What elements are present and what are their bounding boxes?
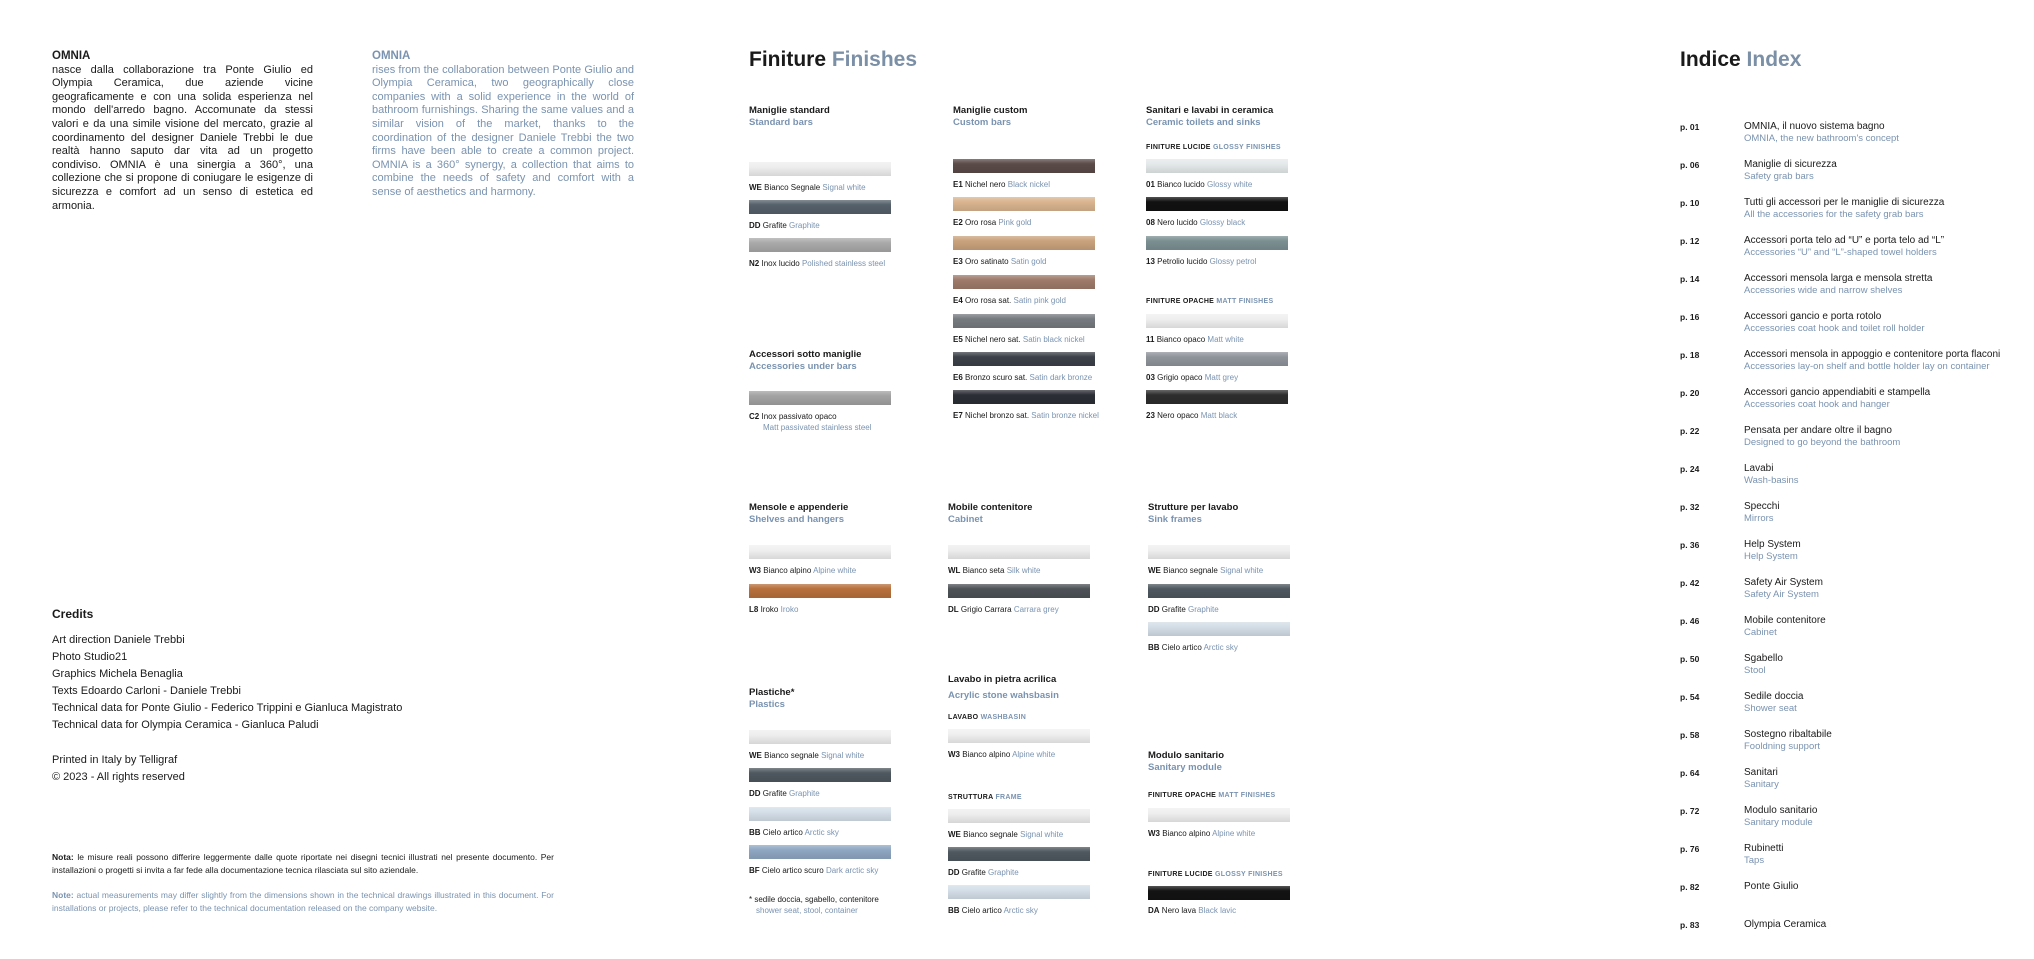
index-entry-title: Tutti gli accessori per le maniglie di sicurezza <box>1744 197 1945 208</box>
finish-swatch <box>749 545 891 559</box>
section-title: Maniglie custom <box>953 105 1028 116</box>
finish-caption: 23 Nero opaco Matt black <box>1146 411 1238 420</box>
finish-caption-en: Matt passivated stainless steel <box>763 423 872 432</box>
section-title: Sanitari e lavabi in ceramica <box>1146 105 1274 116</box>
finish-swatch <box>953 236 1095 250</box>
index-page-number: p. 06 <box>1680 160 1700 170</box>
finish-swatch <box>948 584 1090 598</box>
finish-group-label: STRUTTURA FRAME <box>948 794 1022 801</box>
index-entry-subtitle: Safety grab bars <box>1744 171 1814 182</box>
section-title: Lavabo in pietra acrilica <box>948 674 1057 685</box>
finish-caption: N2 Inox lucido Polished stainless steel <box>749 259 886 268</box>
finish-caption: W3 Bianco alpino Alpine white <box>749 566 857 575</box>
note-text-en: actual measurements may differ slightly from the dimensions shown in the technical drawings illustrated in this document. For installations or projects, please refer to the technical documentation released on the company website. <box>52 890 554 913</box>
finish-swatch <box>953 314 1095 328</box>
credit-line: Graphics Michela Benaglia <box>52 668 183 680</box>
intro-english <box>372 50 634 200</box>
note-label-it: Nota: <box>52 852 74 862</box>
index-entry-subtitle: Wash-basins <box>1744 475 1799 486</box>
finish-swatch <box>948 885 1090 899</box>
finish-swatch <box>1146 390 1288 404</box>
section-subtitle: Sanitary module <box>1148 762 1222 773</box>
finish-swatch <box>953 197 1095 211</box>
index-entry-subtitle: Accessories coat hook and hanger <box>1744 399 1890 410</box>
finish-swatch <box>1146 352 1288 366</box>
finish-caption: BB Cielo artico Arctic sky <box>948 906 1038 915</box>
intro-text-en: rises from the collaboration between Ponte Giulio and Olympia Ceramica, two geographically close companies with a solid experience in the world of bathroom furnishings. Sharing the same values and a similar vision of the market, thanks to the coordination of the designer Daniele Trebbi the two firms have been able to create a common project. OMNIA is a 360° synergy, a collection that aims to combine the needs of safety and comfort with a sense of aesthetics and harmony. <box>372 63 634 198</box>
finish-caption: L8 Iroko Iroko <box>749 605 799 614</box>
finish-swatch <box>749 730 891 744</box>
finish-caption: DD Grafite Graphite <box>749 221 820 230</box>
index-page-number: p. 24 <box>1680 464 1700 474</box>
finish-swatch <box>953 275 1095 289</box>
index-entry-subtitle: Help System <box>1744 551 1798 562</box>
finish-caption: WE Bianco segnale Signal white <box>948 830 1064 839</box>
index-entry-subtitle: Stool <box>1744 665 1766 676</box>
index-page-number: p. 36 <box>1680 540 1700 550</box>
finish-caption: W3 Bianco alpino Alpine white <box>948 750 1056 759</box>
index-entry-title: Accessori porta telo ad “U” e porta telo ad “L” <box>1744 235 1945 246</box>
finish-group-label: FINITURE LUCIDE GLOSSY FINISHES <box>1148 871 1283 878</box>
finish-caption: E1 Nichel nero Black nickel <box>953 180 1050 189</box>
finish-caption: DA Nero lava Black lavic <box>1148 906 1237 915</box>
finishes-title-en: Finishes <box>831 48 918 71</box>
section-subtitle: Cabinet <box>948 514 983 525</box>
index-entry-subtitle: Shower seat <box>1744 703 1797 714</box>
index-entry-title: Ponte Giulio <box>1744 881 1799 892</box>
finish-swatch <box>948 545 1090 559</box>
finish-swatch <box>749 845 891 859</box>
index-entry-title: Rubinetti <box>1744 843 1784 854</box>
index-entry-subtitle: Safety Air System <box>1744 589 1819 600</box>
section-title: Strutture per lavabo <box>1148 502 1239 513</box>
index-page-number: p. 72 <box>1680 806 1700 816</box>
finish-caption: WL Bianco seta Silk white <box>948 566 1041 575</box>
index-entry-title: Accessori mensola in appoggio e contenitore porta flaconi <box>1744 349 2001 360</box>
finish-caption: WE Bianco segnale Signal white <box>1148 566 1264 575</box>
index-page-number: p. 54 <box>1680 692 1700 702</box>
index-entry-subtitle: Taps <box>1744 855 1765 866</box>
plastics-footnote: * sedile doccia, sgabello, contenitore <box>749 895 879 904</box>
index-page-number: p. 32 <box>1680 502 1700 512</box>
finish-caption: WE Bianco Segnale Signal white <box>749 183 866 192</box>
section-subtitle: Standard bars <box>749 117 813 128</box>
index-page-number: p. 12 <box>1680 236 1700 246</box>
index-page-number: p. 82 <box>1680 882 1700 892</box>
index-entry-subtitle: Accessories lay-on shelf and bottle holder lay on container <box>1744 361 1990 372</box>
finish-caption: E6 Bronzo scuro sat. Satin dark bronze <box>953 373 1093 382</box>
index-entry-subtitle: Accessories “U” and “L”-shaped towel holders <box>1744 247 1937 258</box>
index-entry-title: Accessori gancio appendiabiti e stampella <box>1744 387 1931 398</box>
intro-brand-en: OMNIA <box>372 50 411 62</box>
finish-caption: WE Bianco segnale Signal white <box>749 751 865 760</box>
index-page-number: p. 83 <box>1680 920 1700 930</box>
note-english <box>52 889 554 914</box>
section-subtitle: Plastics <box>749 699 785 710</box>
index-page-number: p. 46 <box>1680 616 1700 626</box>
index-entry-subtitle: Accessories coat hook and toilet roll holder <box>1744 323 1925 334</box>
credit-line: Texts Edoardo Carloni - Daniele Trebbi <box>52 685 241 697</box>
section-title: Mobile contenitore <box>948 502 1033 513</box>
intro-italian <box>52 50 313 213</box>
finish-swatch <box>1148 584 1290 598</box>
finish-caption: BB Cielo artico Arctic sky <box>1148 643 1238 652</box>
finish-swatch <box>948 847 1090 861</box>
finish-caption: 08 Nero lucido Glossy black <box>1146 218 1246 227</box>
index-entry-subtitle: Sanitary module <box>1744 817 1813 828</box>
index-entry-title: OMNIA, il nuovo sistema bagno <box>1744 121 1885 132</box>
finish-caption: 11 Bianco opaco Matt white <box>1146 335 1244 344</box>
finish-swatch <box>749 584 891 598</box>
index-entry-title: Help System <box>1744 539 1801 550</box>
finish-swatch <box>749 768 891 782</box>
index-entry-subtitle: Fooldning support <box>1744 741 1821 752</box>
index-entry-title: Sanitari <box>1744 767 1778 778</box>
finish-swatch <box>948 809 1090 823</box>
finish-swatch <box>1148 622 1290 636</box>
index-entry-title: Mobile contenitore <box>1744 615 1826 626</box>
credit-line: Photo Studio21 <box>52 651 128 663</box>
finishes-title <box>749 48 917 72</box>
finish-caption: 01 Bianco lucido Glossy white <box>1146 180 1253 189</box>
finishes-title-it: Finiture <box>749 48 826 71</box>
finish-swatch <box>1146 159 1288 173</box>
section-subtitle: Ceramic toilets and sinks <box>1146 117 1261 128</box>
index-page-number: p. 20 <box>1680 388 1700 398</box>
finish-caption: BF Cielo artico scuro Dark arctic sky <box>749 866 879 875</box>
note-italian <box>52 851 554 876</box>
index-page-number: p. 18 <box>1680 350 1700 360</box>
credit-line: Technical data for Ponte Giulio - Federico Trippini e Gianluca Magistrato <box>52 702 403 714</box>
index-entry-subtitle: OMNIA, the new bathroom's concept <box>1744 133 1899 144</box>
section-title: Modulo sanitario <box>1148 750 1224 761</box>
index-title-it: Indice <box>1680 48 1741 71</box>
section-title: Maniglie standard <box>749 105 830 116</box>
finish-caption: E3 Oro satinato Satin gold <box>953 257 1047 266</box>
finish-caption: DD Grafite Graphite <box>948 868 1019 877</box>
finish-swatch <box>1148 886 1290 900</box>
plastics-footnote-en: shower seat, stool, container <box>756 906 858 915</box>
finish-swatch <box>1146 236 1288 250</box>
index-page-number: p. 22 <box>1680 426 1700 436</box>
index-entry-title: Sgabello <box>1744 653 1783 664</box>
section-title: Plastiche* <box>749 687 795 698</box>
section-title: Mensole e appenderie <box>749 502 849 513</box>
finish-caption: E2 Oro rosa Pink gold <box>953 218 1032 227</box>
index-entry-subtitle: Designed to go beyond the bathroom <box>1744 437 1901 448</box>
index-page-number: p. 42 <box>1680 578 1700 588</box>
finish-caption: BB Cielo artico Arctic sky <box>749 828 839 837</box>
index-page-number: p. 14 <box>1680 274 1700 284</box>
index-entry-subtitle: Cabinet <box>1744 627 1777 638</box>
index-entry-title: Pensata per andare oltre il bagno <box>1744 425 1892 436</box>
note-text-it: le misure reali possono differire leggermente dalle quote riportate nei disegni tecnici illustrati nel presente documento. Per installazioni o progetti si invita a far fede alla documentazione tecnica rilasciata sul sito aziendale. <box>52 852 554 875</box>
finish-swatch <box>749 391 891 405</box>
section-subtitle: Accessories under bars <box>749 361 857 372</box>
credit-line: Technical data for Olympia Ceramica - Gianluca Paludi <box>52 719 319 731</box>
index-page-number: p. 58 <box>1680 730 1700 740</box>
index-title-en: Index <box>1746 48 1802 71</box>
index-page-number: p. 16 <box>1680 312 1700 322</box>
index-entry-title: Sostegno ribaltabile <box>1744 729 1832 740</box>
finish-caption: DD Grafite Graphite <box>749 789 820 798</box>
index-title <box>1680 48 1801 72</box>
credits-title: Credits <box>52 607 94 621</box>
section-subtitle: Sink frames <box>1148 514 1202 525</box>
finish-caption: E4 Oro rosa sat. Satin pink gold <box>953 296 1066 305</box>
index-entry-title: Safety Air System <box>1744 577 1823 588</box>
index-entry-title: Accessori gancio e porta rotolo <box>1744 311 1882 322</box>
copyright: © 2023 - All rights reserved <box>52 771 185 783</box>
index-page-number: p. 10 <box>1680 198 1700 208</box>
intro-text-it: nasce dalla collaborazione tra Ponte Giulio ed Olympia Ceramica, due aziende vicine geograficamente e con una solida esperienza nel mondo dell'arredo bagno. Accomunate da stessi valori e da una simile visione del mercato, grazie al coordinamento del designer Daniele Trebbi le due realtà hanno saputo dar vita ad un progetto condiviso. OMNIA è una sinergia a 360°, una collezione che si propone di coniugare le esigenze di sicurezza e comfort ad un senso di estetica ed armonia. <box>52 63 313 212</box>
section-title: Accessori sotto maniglie <box>749 349 862 360</box>
finish-caption: DL Grigio Carrara Carrara grey <box>948 605 1059 614</box>
finish-caption: W3 Bianco alpino Alpine white <box>1148 829 1256 838</box>
section-subtitle: Acrylic stone wahsbasin <box>948 690 1059 701</box>
intro-brand-it: OMNIA <box>52 50 91 62</box>
finish-swatch <box>953 352 1095 366</box>
index-entry-title: Modulo sanitario <box>1744 805 1818 816</box>
finish-swatch <box>953 390 1095 404</box>
printed-by: Printed in Italy by Telligraf <box>52 754 178 766</box>
finish-caption: 03 Grigio opaco Matt grey <box>1146 373 1239 382</box>
finish-swatch <box>948 729 1090 743</box>
finish-swatch <box>749 162 891 176</box>
index-page-number: p. 64 <box>1680 768 1700 778</box>
finish-caption: DD Grafite Graphite <box>1148 605 1219 614</box>
index-page-number: p. 76 <box>1680 844 1700 854</box>
finish-swatch <box>749 238 891 252</box>
finish-group-label: FINITURE OPACHE MATT FINISHES <box>1148 792 1276 799</box>
index-entry-subtitle: Mirrors <box>1744 513 1774 524</box>
credit-line: Art direction Daniele Trebbi <box>52 634 185 646</box>
finish-caption: C2 Inox passivato opaco <box>749 412 837 421</box>
index-page-number: p. 50 <box>1680 654 1700 664</box>
finish-swatch <box>1146 197 1288 211</box>
section-subtitle: Custom bars <box>953 117 1012 128</box>
index-entry-subtitle: All the accessories for the safety grab bars <box>1744 209 1924 220</box>
finish-caption: E7 Nichel bronzo sat. Satin bronze nickel <box>953 411 1099 420</box>
index-entry-subtitle: Sanitary <box>1744 779 1779 790</box>
finish-swatch <box>1146 314 1288 328</box>
finish-group-label: FINITURE OPACHE MATT FINISHES <box>1146 298 1274 305</box>
finish-swatch <box>749 200 891 214</box>
index-entry-title: Accessori mensola larga e mensola stretta <box>1744 273 1933 284</box>
finish-caption: 13 Petrolio lucido Glossy petrol <box>1146 257 1257 266</box>
finish-swatch <box>1148 808 1290 822</box>
finish-swatch <box>1148 545 1290 559</box>
note-label-en: Note: <box>52 890 74 900</box>
finish-swatch <box>749 807 891 821</box>
finish-caption: E5 Nichel nero sat. Satin black nickel <box>953 335 1085 344</box>
finish-swatch <box>953 159 1095 173</box>
index-entry-title: Lavabi <box>1744 463 1774 474</box>
finish-group-label: FINITURE LUCIDE GLOSSY FINISHES <box>1146 144 1281 151</box>
index-entry-title: Specchi <box>1744 501 1780 512</box>
index-entry-subtitle: Accessories wide and narrow shelves <box>1744 285 1903 296</box>
section-subtitle: Shelves and hangers <box>749 514 845 525</box>
index-page-number: p. 01 <box>1680 122 1700 132</box>
index-entry-title: Maniglie di sicurezza <box>1744 159 1837 170</box>
index-entry-title: Sedile doccia <box>1744 691 1804 702</box>
finish-group-label: LAVABO WASHBASIN <box>948 714 1027 721</box>
index-entry-title: Olympia Ceramica <box>1744 919 1827 930</box>
